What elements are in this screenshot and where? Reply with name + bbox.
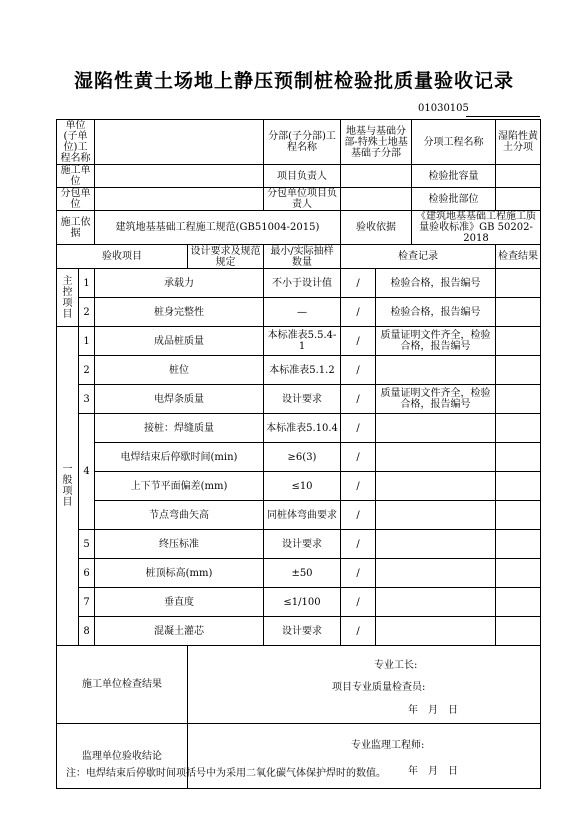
item-sample[interactable]: /	[341, 472, 376, 501]
general-group-label	[57, 327, 79, 646]
main-group-text: 主控项目	[62, 275, 73, 320]
item-record[interactable]	[376, 588, 496, 617]
item-record[interactable]	[376, 530, 496, 559]
supervisor-label: 专业监理工程师:	[351, 740, 425, 751]
construction-check-area[interactable]	[188, 646, 541, 724]
page-title: 湿陷性黄土场地上静压预制桩检验批质量验收记录	[73, 70, 514, 92]
item-no: 6	[79, 559, 95, 588]
inspection-table	[56, 119, 541, 789]
item-sample[interactable]: /	[341, 356, 376, 385]
item-spec: 本标准表5.5.4-1	[264, 327, 341, 356]
construction-basis-label: 施工依据	[57, 211, 95, 245]
footnote: 注：电焊结束后停歇时间项括号中为采用二氧化碳气体保护焊时的数值。	[66, 768, 386, 779]
acceptance-basis-value: 《建筑地基基础工程施工质量验收标准》GB 50202-2018	[412, 211, 541, 245]
item-sample[interactable]: /	[341, 530, 376, 559]
item-record[interactable]: 质量证明文件齐全，检验合格，报告编号	[376, 385, 496, 414]
main-group-label	[57, 269, 79, 327]
col-result-header: 检查结果	[496, 245, 541, 269]
item-spec: 设计要求	[264, 617, 341, 646]
item-no: 2	[79, 298, 95, 327]
construction-unit-value[interactable]	[95, 165, 264, 188]
batch-location-value[interactable]	[496, 188, 541, 211]
item-sample[interactable]: /	[341, 298, 376, 327]
item-sample[interactable]: /	[341, 617, 376, 646]
item-result[interactable]	[496, 356, 541, 385]
item-name: 接桩：焊缝质量	[95, 414, 264, 443]
item-result[interactable]	[496, 559, 541, 588]
item-no: 4	[79, 414, 95, 530]
item-spec: 不小于设计值	[264, 269, 341, 298]
form-code: 01030105	[418, 103, 469, 114]
item-record[interactable]	[376, 559, 496, 588]
item-spec: ≤10	[264, 472, 341, 501]
item-result[interactable]	[496, 530, 541, 559]
item-sample[interactable]: /	[341, 501, 376, 530]
item-name: 承载力	[95, 269, 264, 298]
item-sample[interactable]: /	[341, 559, 376, 588]
supervision-label: 监理单位验收结论	[57, 724, 188, 789]
item-record[interactable]	[376, 414, 496, 443]
item-sample[interactable]: /	[341, 269, 376, 298]
item-sample[interactable]: /	[341, 385, 376, 414]
item-record[interactable]: 检验合格，报告编号	[376, 269, 496, 298]
acceptance-basis-label: 验收依据	[341, 211, 412, 245]
subcontract-manager-label: 分包单位项目负责人	[264, 188, 341, 211]
item-spec: 设计要求	[264, 530, 341, 559]
item-record[interactable]	[376, 472, 496, 501]
construction-unit-label: 施工单位	[57, 165, 95, 188]
sub-project-label: 分部(子分部)工程名称	[264, 120, 341, 165]
item-result[interactable]	[496, 414, 541, 443]
item-name: 终压标准	[95, 530, 264, 559]
item-name: 成品桩质量	[95, 327, 264, 356]
item-no: 1	[79, 327, 95, 356]
item-no: 5	[79, 530, 95, 559]
item-name: 节点弯曲矢高	[95, 501, 264, 530]
col-sample-header: 最小/实际抽样数量	[264, 245, 341, 269]
construction-basis-value: 建筑地基基础工程施工规范(GB51004-2015)	[95, 211, 341, 245]
item-name: 上下节平面偏差(mm)	[95, 472, 264, 501]
item-sample[interactable]: /	[341, 588, 376, 617]
col-record-header: 检查记录	[341, 245, 496, 269]
item-result[interactable]	[496, 385, 541, 414]
item-result[interactable]	[496, 443, 541, 472]
item-spec: —	[264, 298, 341, 327]
batch-location-label: 检验批部位	[412, 188, 496, 211]
item-name: 电焊条质量	[95, 385, 264, 414]
supervision-date: 年 月 日	[408, 766, 458, 777]
item-record[interactable]: 检验合格，报告编号	[376, 298, 496, 327]
item-sample[interactable]: /	[341, 443, 376, 472]
item-result[interactable]	[496, 588, 541, 617]
item-record[interactable]: 质量证明文件齐全，检验合格，报告编号	[376, 327, 496, 356]
item-result[interactable]	[496, 327, 541, 356]
item-spec: ±50	[264, 559, 341, 588]
item-result[interactable]	[496, 501, 541, 530]
item-project-label: 分项工程名称	[412, 120, 496, 165]
col-design-header: 设计要求及规范规定	[188, 245, 264, 269]
item-result[interactable]	[496, 269, 541, 298]
general-group-text: 一般项目	[62, 464, 73, 508]
item-no: 3	[79, 385, 95, 414]
item-spec: ≤1/100	[264, 588, 341, 617]
subcontract-unit-value[interactable]	[95, 188, 264, 211]
subcontract-unit-label: 分包单位	[57, 188, 95, 211]
item-name: 电焊结束后停歇时间(min)	[95, 443, 264, 472]
item-result[interactable]	[496, 298, 541, 327]
col-item-header: 验收项目	[57, 245, 188, 269]
unit-project-label: 单位(子单位)工程名称	[57, 120, 95, 165]
item-spec: 设计要求	[264, 385, 341, 414]
item-spec: ≥6(3)	[264, 443, 341, 472]
foreman-label: 专业工长:	[374, 660, 418, 671]
item-record[interactable]	[376, 501, 496, 530]
item-record[interactable]	[376, 617, 496, 646]
batch-capacity-label: 检验批容量	[412, 165, 496, 188]
item-name: 混凝土灌芯	[95, 617, 264, 646]
code-underline	[466, 116, 540, 117]
item-spec: 同桩体弯曲要求	[264, 501, 341, 530]
item-record[interactable]	[376, 356, 496, 385]
batch-capacity-value[interactable]	[496, 165, 541, 188]
construction-check-label: 施工单位检查结果	[57, 646, 188, 724]
subcontract-manager-value[interactable]	[341, 188, 412, 211]
item-name: 桩顶标高(mm)	[95, 559, 264, 588]
item-result[interactable]	[496, 617, 541, 646]
project-manager-value[interactable]	[341, 165, 412, 188]
item-spec: 本标准表5.1.2	[264, 356, 341, 385]
item-name: 垂直度	[95, 588, 264, 617]
item-name: 桩身完整性	[95, 298, 264, 327]
check-date: 年 月 日	[408, 705, 458, 716]
item-spec: 本标准表5.10.4	[264, 414, 341, 443]
item-record[interactable]	[376, 443, 496, 472]
item-name: 桩位	[95, 356, 264, 385]
item-sample[interactable]: /	[341, 327, 376, 356]
sub-project-value[interactable]: 地基与基础分部-特殊土地基基础子分部	[341, 120, 412, 165]
item-project-value[interactable]: 湿陷性黄土分项	[496, 120, 541, 165]
unit-project-value[interactable]	[95, 120, 264, 165]
item-no: 1	[79, 269, 95, 298]
inspector-label: 项目专业质量检查员:	[332, 682, 426, 693]
project-manager-label: 项目负责人	[264, 165, 341, 188]
item-no: 7	[79, 588, 95, 617]
item-result[interactable]	[496, 472, 541, 501]
item-no: 8	[79, 617, 95, 646]
item-no: 2	[79, 356, 95, 385]
item-sample[interactable]: /	[341, 414, 376, 443]
